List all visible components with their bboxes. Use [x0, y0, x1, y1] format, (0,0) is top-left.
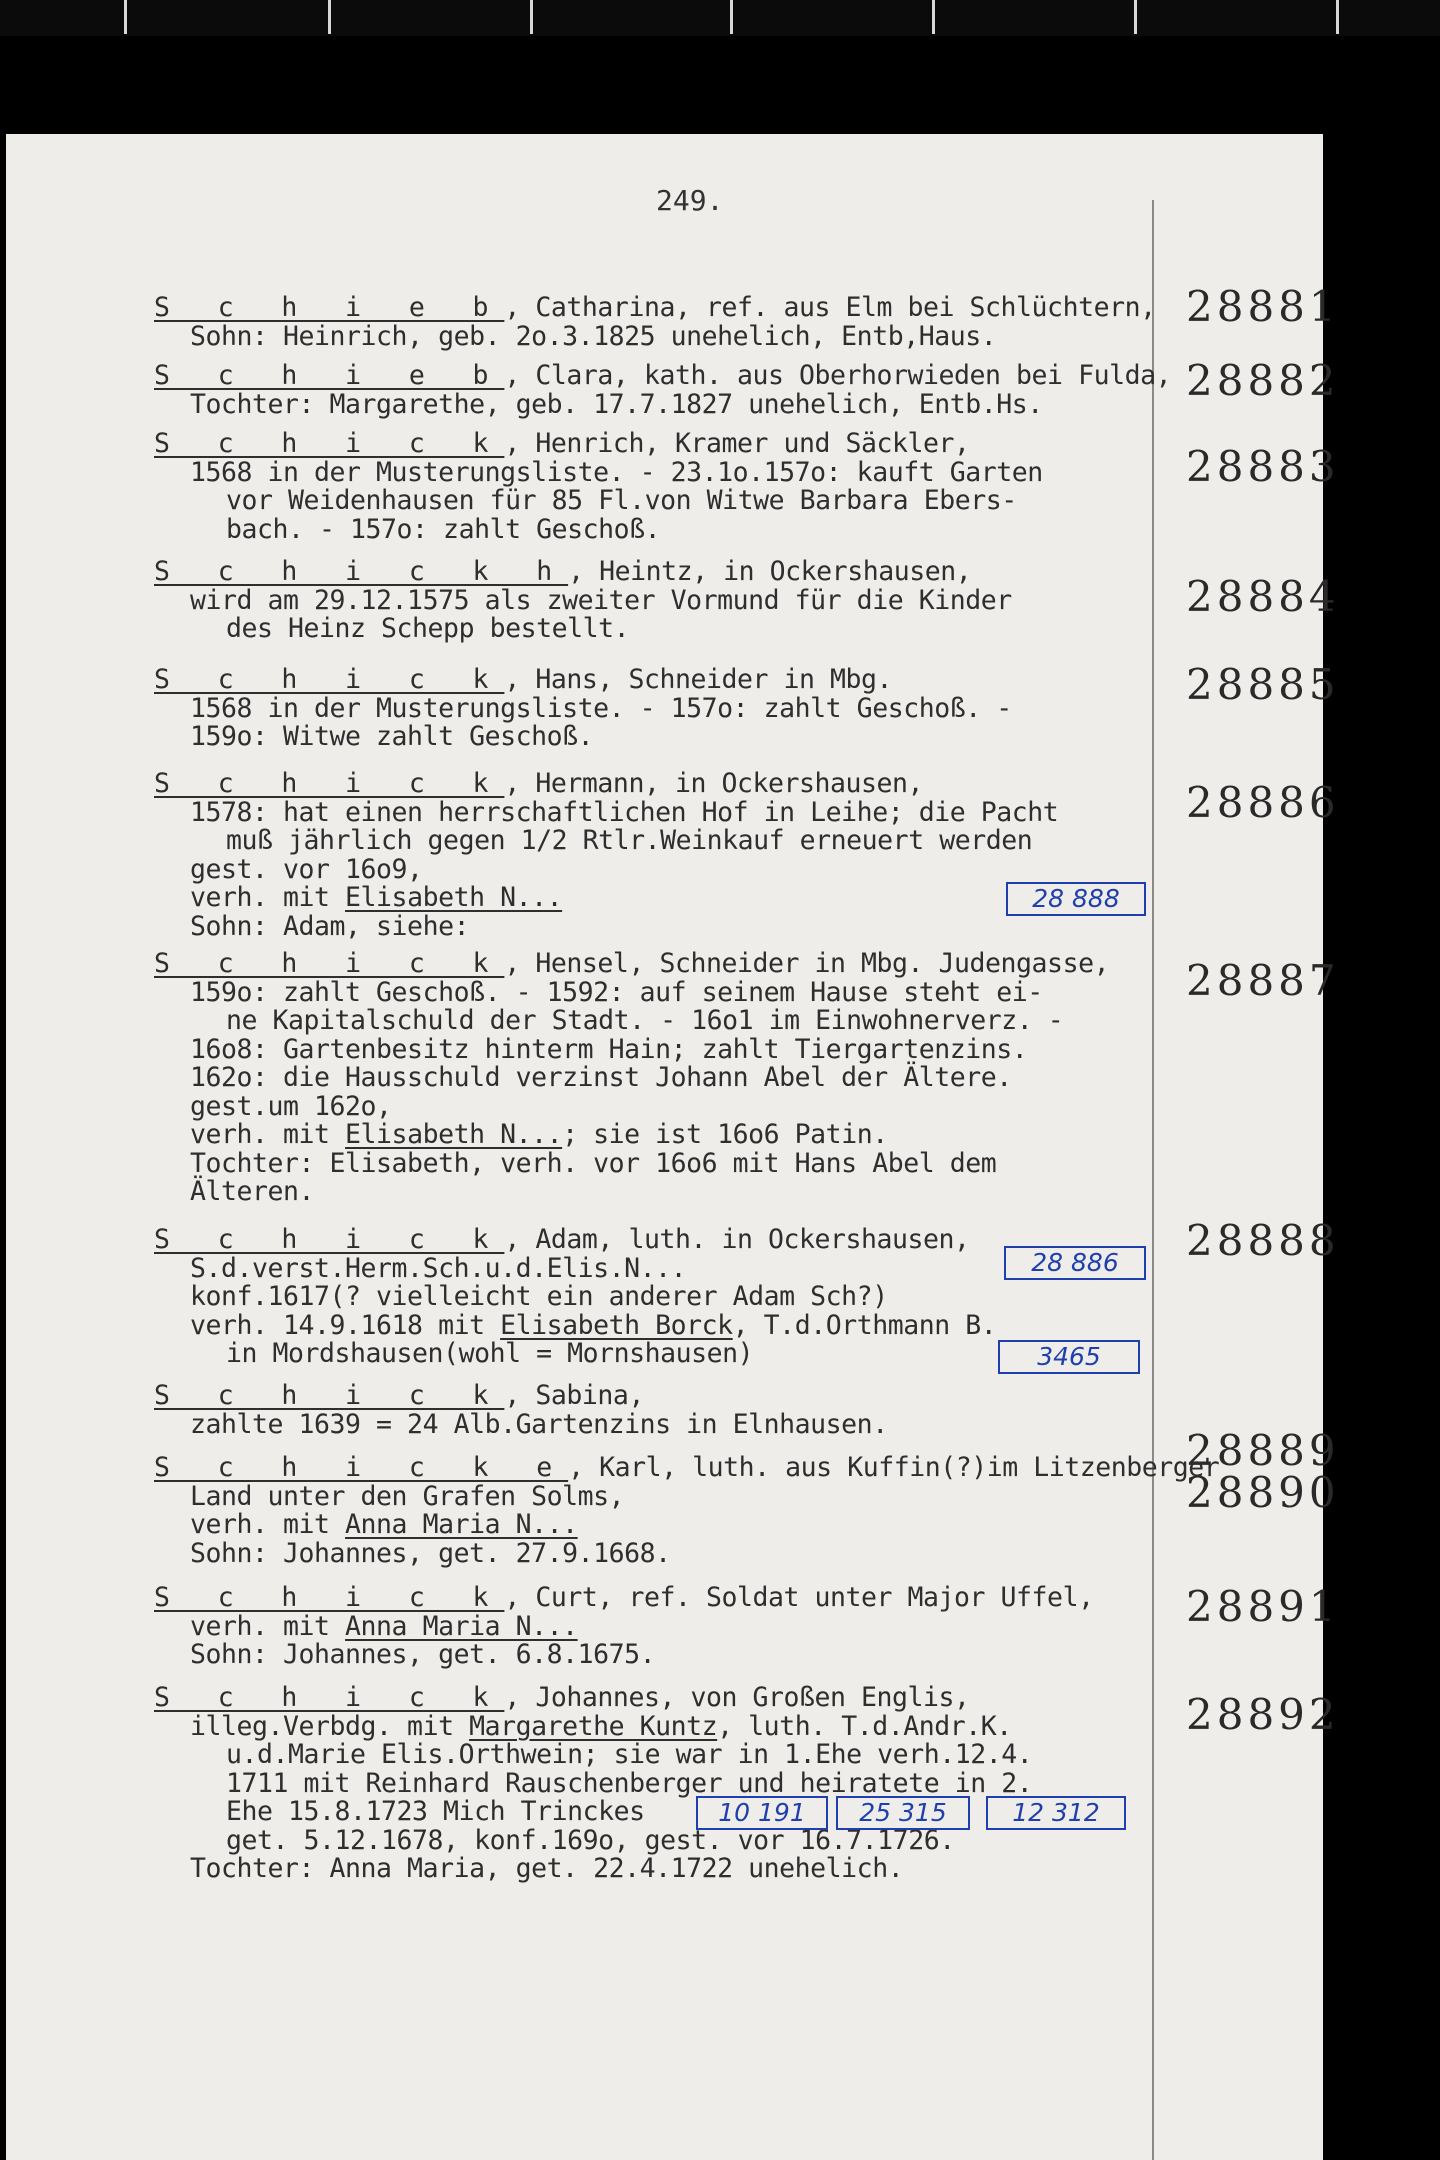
film-tick	[328, 0, 331, 34]
entry-surname: S c h i c k	[154, 948, 505, 979]
entry-28884: S c h i c k h, Heintz, in Ockershausen, wird am 29.12.1575 als zweiter Vormund für die Kinder des Heinz Schepp bestellt.	[154, 556, 1012, 644]
entry-number: 28889	[1186, 1426, 1340, 1475]
film-tick	[932, 0, 935, 34]
film-tick	[1134, 0, 1137, 34]
entry-number: 28892	[1186, 1690, 1340, 1739]
entry-number: 28891	[1186, 1582, 1340, 1631]
entry-surname: S c h i c k e	[154, 1452, 569, 1483]
spouse-name: Elisabeth N...	[345, 1119, 563, 1150]
entry-surname: S c h i c k	[154, 1682, 505, 1713]
spouse-name: Anna Maria N...	[345, 1509, 578, 1540]
entry-28892: S c h i c k, Johannes, von Großen Englis, illeg.Verbdg. mit Margarethe Kuntz, luth. T.d.Andr.K. u.d.Marie Elis.Orthwein; sie war in 1.Ehe verh.12.4. 1711 mit Reinhard Rauschenberger und heiratete in 2. Ehe 15.8.1723 Mich Trinckes get. 5.12.1678, konf.169o, gest. vor 16.7.1726. Tochter: Anna Maria, get. 22.4.1722 unehelich.	[154, 1682, 1033, 1884]
entry-28888: S c h i c k, Adam, luth. in Ockershausen, S.d.verst.Herm.Sch.u.d.Elis.N... konf.1617(? vielleicht ein anderer Adam Sch?) verh. 14.9.1618 mit Elisabeth Borck, T.d.Orthmann B. in Mordshausen(wohl = Mornshausen)	[154, 1224, 997, 1369]
entry-28891: S c h i c k, Curt, ref. Soldat unter Major Uffel, verh. mit Anna Maria N... Sohn: Johannes, get. 6.8.1675.	[154, 1582, 1094, 1670]
entry-28885: S c h i c k, Hans, Schneider in Mbg. 1568 in der Musterungsliste. - 157o: zahlt Geschoß. - 159o: Witwe zahlt Geschoß.	[154, 664, 1012, 752]
film-tick	[530, 0, 533, 34]
entry-28883: S c h i c k, Henrich, Kramer und Säckler, 1568 in der Musterungsliste. - 23.1o.157o: kauft Garten vor Weidenhausen für 85 Fl.von Witwe Barbara Ebers- bach. - 157o: zahlt Geschoß.	[154, 428, 1043, 545]
entry-number: 28890	[1186, 1468, 1340, 1517]
film-tick	[124, 0, 127, 34]
entry-number: 28881	[1186, 282, 1340, 331]
typed-page	[6, 134, 1340, 2160]
entry-28890: S c h i c k e, Karl, luth. aus Kuffin(?)im Litzenberger Land unter den Grafen Solms, verh. mit Anna Maria N... Sohn: Johannes, get. 27.9.1668.	[154, 1452, 1220, 1569]
entry-surname: S c h i e b	[154, 360, 505, 391]
entry-28889: S c h i c k, Sabina, zahlte 1639 = 24 Alb.Gartenzins in Elnhausen.	[154, 1380, 888, 1440]
film-tick	[1336, 0, 1339, 34]
crossref-box: 25 315	[836, 1796, 970, 1830]
entry-number: 28882	[1186, 356, 1340, 405]
entry-number: 28885	[1186, 660, 1340, 709]
entry-28881: S c h i e b, Catharina, ref. aus Elm bei Schlüchtern, Sohn: Heinrich, geb. 2o.3.1825 unehelich, Entb,Haus.	[154, 292, 1156, 352]
entry-surname: S c h i c k	[154, 1582, 505, 1613]
entry-surname: S c h i c k	[154, 1380, 505, 1411]
entry-number: 28886	[1186, 778, 1340, 827]
entry-surname: S c h i e b	[154, 292, 505, 323]
crossref-box: 10 191	[696, 1796, 828, 1830]
spouse-name: Margarethe Kuntz	[469, 1710, 718, 1742]
spouse-name: Elisabeth Borck	[500, 1309, 733, 1341]
spouse-name: Anna Maria N...	[345, 1610, 578, 1642]
entry-number: 28884	[1186, 572, 1340, 621]
entry-number: 28887	[1186, 956, 1340, 1005]
spouse-name: Elisabeth N...	[345, 882, 563, 913]
crossref-box: 28 886	[1004, 1246, 1146, 1280]
crossref-box: 3465	[998, 1340, 1140, 1374]
entry-number: 28888	[1186, 1216, 1340, 1265]
entry-28886: S c h i c k, Hermann, in Ockershausen, 1578: hat einen herrschaftlichen Hof in Leihe; die Pacht muß jährlich gegen 1/2 Rtlr.Weinkauf erneuert werden gest. vor 16o9, verh. mit Elisabeth N... Sohn: Adam, siehe:	[154, 768, 1059, 942]
entry-number: 28883	[1186, 442, 1340, 491]
entry-surname: S c h i c k	[154, 428, 505, 459]
entry-surname: S c h i c k	[154, 1224, 505, 1255]
film-tick	[730, 0, 733, 34]
film-strip-top	[0, 0, 1440, 36]
entry-surname: S c h i c k	[154, 768, 505, 799]
crossref-box: 12 312	[986, 1796, 1126, 1830]
page-number: 249.	[656, 184, 724, 217]
entry-28887: S c h i c k, Hensel, Schneider in Mbg. Judengasse, 159o: zahlt Geschoß. - 1592: auf seinem Hause steht ei- ne Kapitalschuld der Stadt. - 16o1 im Einwohnerverz. - 16o8: Gartenbesitz hinterm Hain; zahlt Tiergartenzins. 162o: die Hausschuld verzinst Johann Abel der Ältere. gest.um 162o, verh. mit Elisabeth N...; sie ist 16o6 Patin. Tochter: Elisabeth, verh. vor 16o6 mit Hans Abel dem Älteren.	[154, 948, 1110, 1207]
entry-surname: S c h i c k h	[154, 556, 569, 587]
crossref-box: 28 888	[1006, 882, 1146, 916]
entry-surname: S c h i c k	[154, 664, 505, 695]
entry-28882: S c h i e b, Clara, kath. aus Oberhorwieden bei Fulda, Tochter: Margarethe, geb. 17.7.1827 unehelich, Entb.Hs.	[154, 360, 1172, 420]
